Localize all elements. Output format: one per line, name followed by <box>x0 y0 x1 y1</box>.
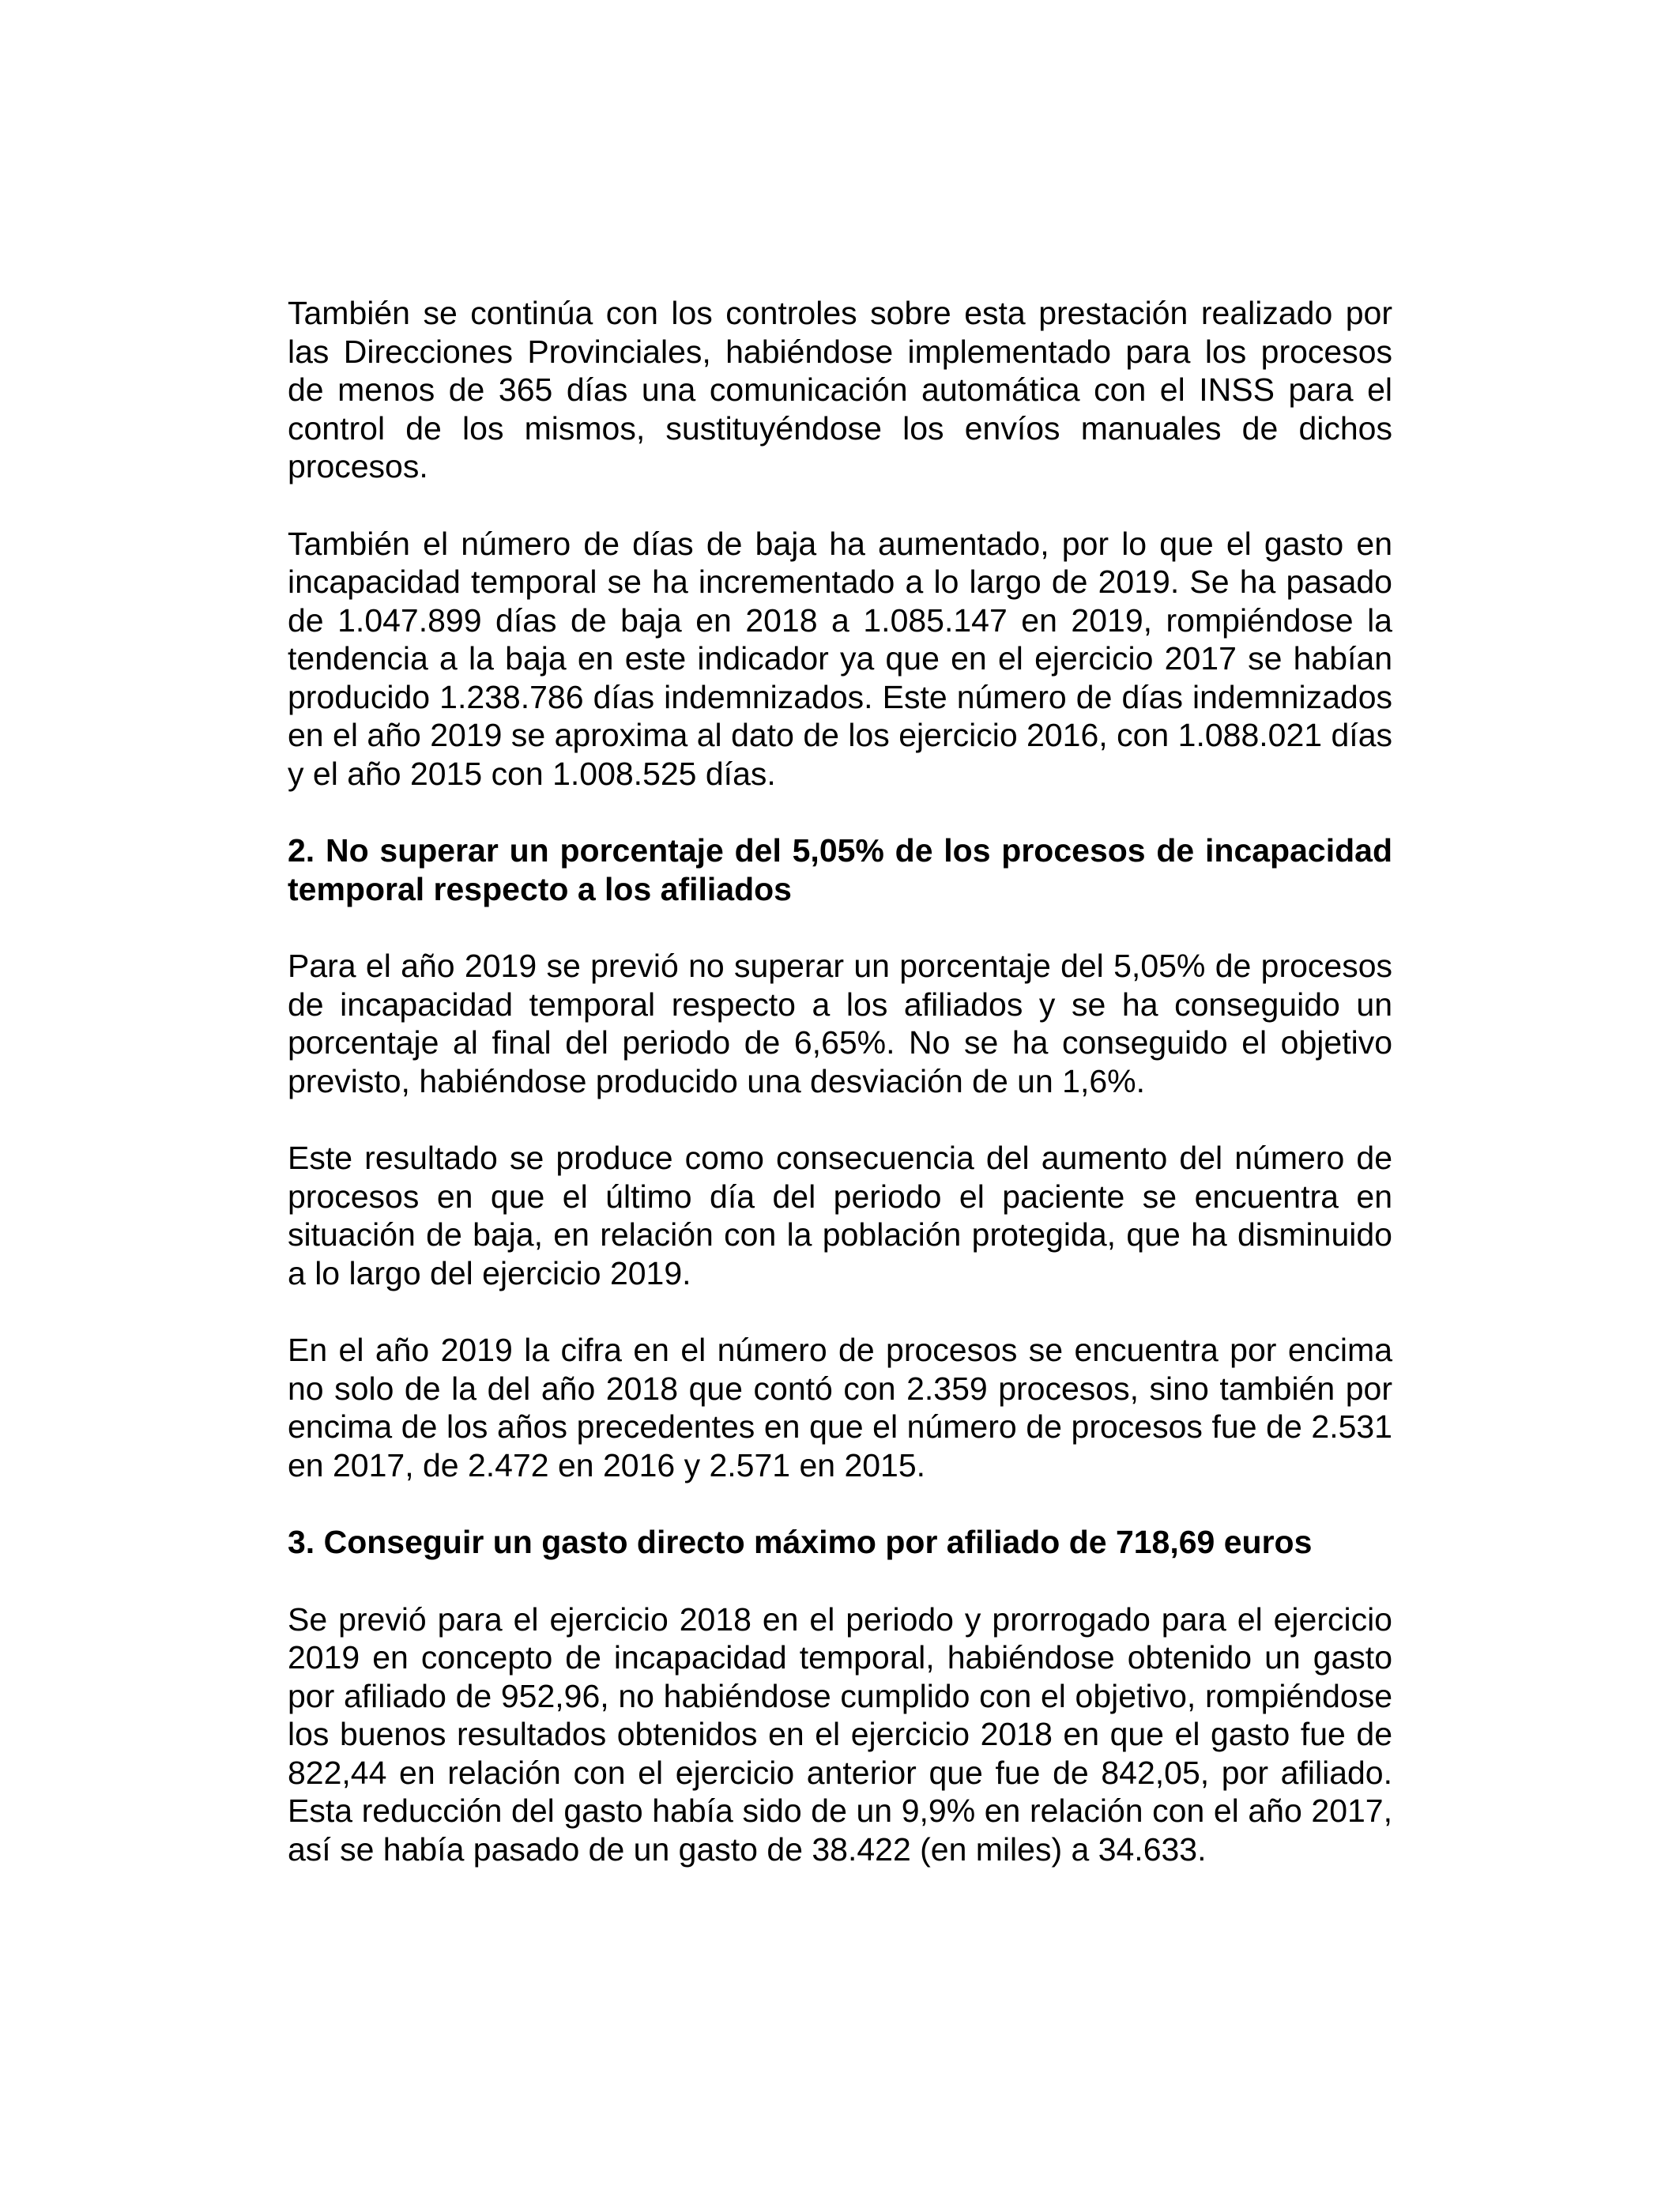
section-2-paragraph-resultado: Este resultado se produce como consecuencia del aumento del número de procesos en que el último día del periodo el paciente se encuentra en situación de baja, en relación con la población protegida, que ha disminuido a lo largo del ejercicio 2019. <box>288 1140 1392 1291</box>
section-3-heading: 3. Conseguir un gasto directo máximo por afiliado de 718,69 euros <box>288 1524 1313 1560</box>
document-page <box>288 294 1392 1907</box>
section-2-heading: 2. No superar un porcentaje del 5,05% de los procesos de incapacidad temporal respecto a los afiliados <box>288 832 1392 907</box>
section-2-paragraph-procesos: En el año 2019 la cifra en el número de procesos se encuentra por encima no solo de la del año 2018 que contó con 2.359 procesos, sino también por encima de los años precedentes en que el número de procesos fue de 2.531 en 2017, de 2.472 en 2016 y 2.571 en 2015. <box>288 1332 1392 1483</box>
paragraph-dias-baja: También el número de días de baja ha aumentado, por lo que el gasto en incapacidad temporal se ha incrementado a lo largo de 2019. Se ha pasado de 1.047.899 días de baja en 2018 a 1.085.147 en 2019, rompiéndose la tendencia a la baja en este indicador ya que en el ejercicio 2017 se habían producido 1.238.786 días indemnizados. Este número de días indemnizados en el año 2019 se aproxima al dato de los ejercicio 2016, con 1.088.021 días y el año 2015 con 1.008.525 días. <box>288 525 1392 792</box>
section-2-paragraph-objetivo: Para el año 2019 se previó no superar un porcentaje del 5,05% de procesos de incapacidad temporal respecto a los afiliados y se ha conseguido un porcentaje al final del periodo de 6,65%. No se ha conseguido el objetivo previsto, habiéndose producido una desviación de un 1,6%. <box>288 948 1392 1099</box>
paragraph-controles: También se continúa con los controles sobre esta prestación realizado por las Direcciones Provinciales, habiéndose implementado para los procesos de menos de 365 días una comunicación automática con el INSS para el control de los mismos, sustituyéndose los envíos manuales de dichos procesos. <box>288 295 1392 484</box>
section-3-paragraph-gasto: Se previó para el ejercicio 2018 en el periodo y prorrogado para el ejercicio 2019 en concepto de incapacidad temporal, habiéndose obtenido un gasto por afiliado de 952,96, no habiéndose cumplido con el objetivo, rompiéndose los buenos resultados obtenidos en el ejercicio 2018 en que el gasto fue de 822,44 en relación con el ejercicio anterior que fue de 842,05, por afiliado. Esta reducción del gasto había sido de un 9,9% en relación con el año 2017, así se había pasado de un gasto de 38.422 (en miles) a 34.633. <box>288 1600 1392 1868</box>
